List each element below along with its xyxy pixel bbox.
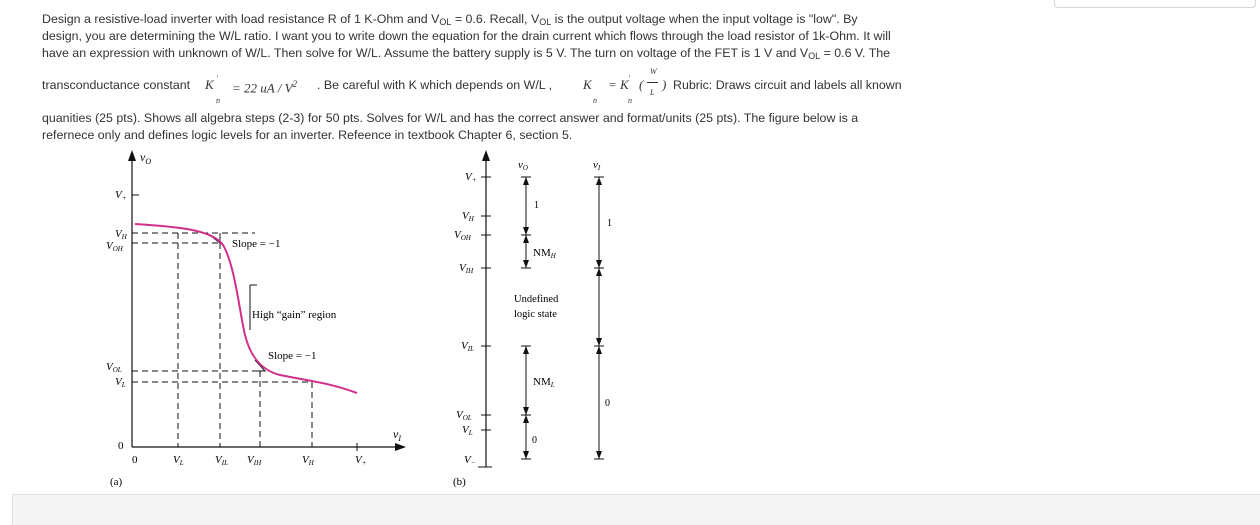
b-label-vplus: V+ (465, 171, 477, 184)
x-label-vplus: V+ (355, 454, 367, 467)
vo-one-label: 1 (534, 200, 539, 211)
transfer-characteristic-panel (106, 150, 406, 488)
answer-panel-edge (12, 494, 1260, 525)
caption-a: (a) (110, 476, 123, 488)
question-text (42, 11, 1002, 144)
slope-label-bottom: Slope = −1 (268, 350, 317, 362)
formula-line: transconductance constant K ' n = 22 uA / $V^2$ . Be careful with K which depends on W/L , K n = K ' n ( W L ) Rubric: Draws circuit and labels all known (42, 67, 902, 105)
x-label-vh: VH (302, 454, 314, 467)
vi-axis-label: $v_I$ (393, 427, 401, 443)
inverter-figure (95, 145, 655, 490)
slope-label-top: Slope = −1 (232, 238, 281, 250)
vo-column-header: vO (518, 159, 528, 172)
b-label-vminus: V− (464, 454, 476, 467)
y-label-vh: VH (115, 228, 127, 241)
vi-zero-label: 0 (605, 398, 610, 409)
vi-column-header: vI (593, 159, 601, 172)
nmh-label: NMH (533, 247, 556, 260)
x-label-vil: VIL (215, 454, 228, 467)
question-line-6: refernece only and defines logic levels for an inverter. Refeence in textbook Chapter 6, section 5. (42, 128, 573, 142)
question-line-5: quanities (25 pts). Shows all algebra steps (2-3) for 50 pts. Solves for W/L and has the correct answer and format/units (25 pts). The figure below is a (42, 111, 859, 125)
y-label-zero: 0 (118, 440, 124, 452)
top-right-panel (1054, 0, 1256, 8)
gain-region-label: High “gain” region (252, 309, 337, 321)
y-label-voh: VOH (106, 240, 123, 253)
x-label-vl: VL (173, 454, 184, 467)
y-label-vol: VOL (106, 361, 122, 374)
x-label-vih: VIH (247, 454, 262, 467)
b-label-voh: VOH (454, 229, 471, 242)
b-label-vil: VIL (461, 340, 474, 353)
undefined-label-1: Undefined (514, 294, 559, 305)
question-line-3: have an expression with unknown of W/L. Then solve for W/L. Assume the battery supply is 5 V. The turn on voltage of the FET is 1 V and $V_{OL} = 0.6$ V. The (42, 46, 891, 61)
nml-label: NML (533, 376, 555, 389)
y-label-vplus: V+ (115, 189, 127, 202)
vo-zero-label: 0 (532, 435, 537, 446)
b-label-vl: VL (462, 424, 473, 437)
vi-one-label: 1 (607, 218, 612, 229)
question-line-1: Design a resistive-load inverter with load resistance R of 1 K-Ohm and $V_{OL} = 0.6$. Recall, $V_{OL}$ is the output voltage when the input voltage is "low". By (42, 12, 858, 27)
caption-b: (b) (453, 476, 466, 488)
x-label-zero: 0 (132, 454, 138, 466)
b-label-vh: VH (462, 210, 474, 223)
y-label-vl: VL (115, 376, 126, 389)
b-label-vih: VIH (459, 262, 474, 275)
vo-axis-label: $v_O$ (140, 150, 152, 166)
undefined-label-2: logic state (514, 309, 557, 320)
b-label-vol: VOL (456, 409, 472, 422)
question-line-2: design, you are determining the W/L ratio. I want you to write down the equation for the drain current which flows through the load resistor of 1k-Ohm. It will (42, 29, 891, 43)
logic-levels-panel (453, 150, 612, 488)
